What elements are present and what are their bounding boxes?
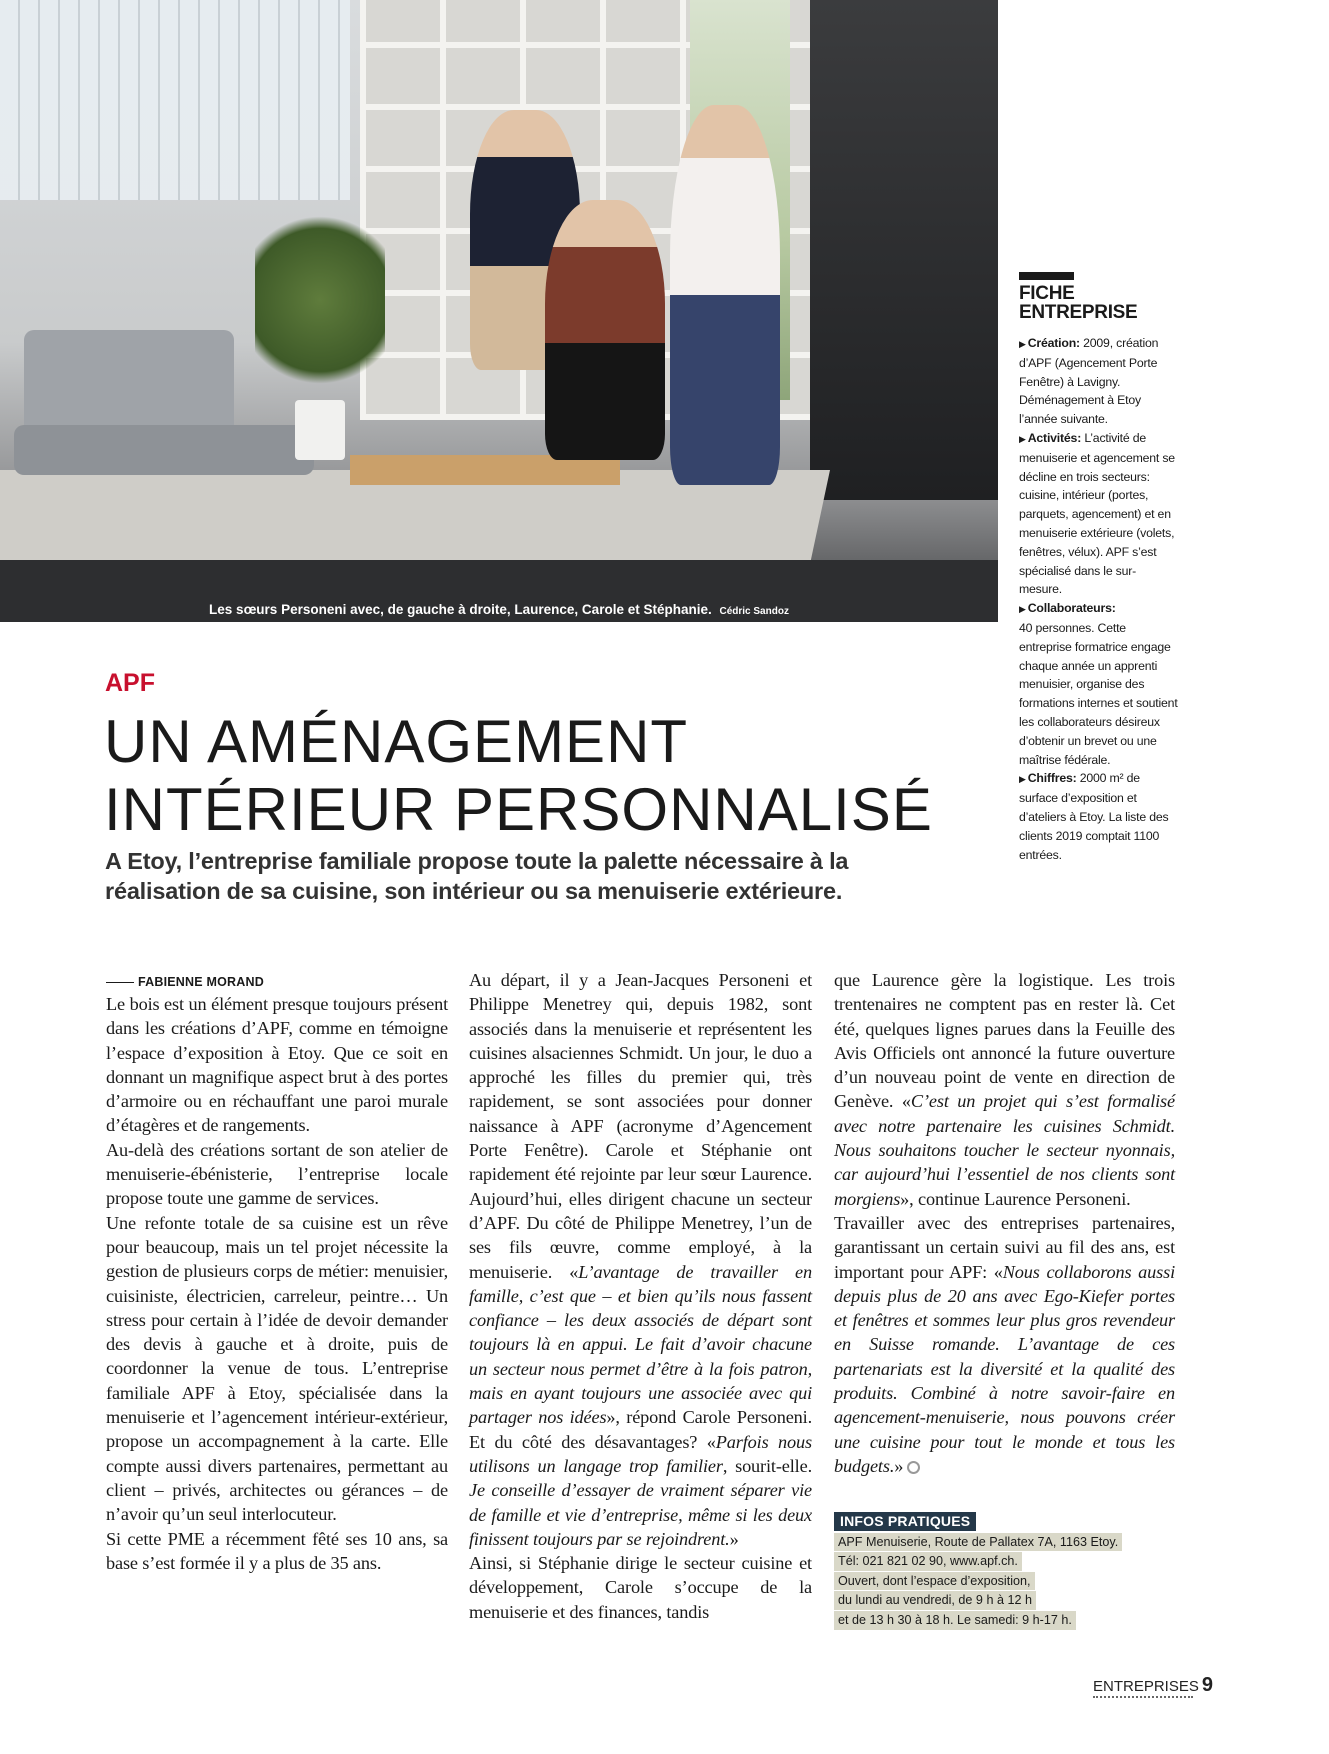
text-run: Au départ, il y a Jean-Jacques Personeni et Philippe Menetrey qui, depuis 1982, sont associés dans la menuiserie et représentent les cuisines alsaciennes Schmidt. Un jour, le duo a approché les filles du premier qui, très rapidement, se sont associées pour donner naissance à APF (acronyme d’Agencement Porte Fenêtre). Carole et Stéphanie ont rapidement été rejointe par leur sœur Laurence. Aujourd’hui, elles dirigent chacune un secteur d’APF. Du côté de Philippe Menetrey, l’un de ses fils œuvre, comme employé, à la menuiserie. «: [469, 970, 812, 1282]
text-run: Travailler avec des entreprises partenaires, garantissant un certain suivi au fil des ans, est important pour APF: «: [834, 1212, 1175, 1282]
window-wall: [0, 0, 350, 200]
quote: Parfois nous utilisons un langage trop familier: [469, 1431, 812, 1476]
fiche-label: Activités:: [1027, 430, 1082, 445]
text-run: , sourit-elle.: [722, 1455, 812, 1476]
text-run: », continue Laurence Personeni.: [900, 1188, 1131, 1209]
person-stephanie: [670, 105, 780, 485]
byline: [106, 972, 448, 992]
infos-line: du lundi au vendredi, de 9 h à 12 h: [834, 1591, 1036, 1610]
fiche-title: FICHE ENTREPRISE: [1019, 283, 1138, 323]
paragraph: Le bois est un élément presque toujours présent dans les créations d’APF, comme en témoigne l’espace d’exposition à Etoy. Que ce soit en donnant un magnifique aspect brut à des portes d’armoire ou en réchauffant une paroi murale d’étagères et de rangements.: [106, 994, 448, 1136]
end-mark-icon: [907, 1461, 920, 1474]
fiche-text: 2000 m² de surface d’exposition et d’ateliers à Etoy. La liste des clients 2019 comptait 1100 entrées.: [1019, 771, 1169, 862]
paragraph: Ainsi, si Stéphanie dirige le secteur cuisine et développement, Carole s’occupe de la menuiserie et des finances, tandis: [469, 1553, 812, 1622]
headline-line2: INTÉRIEUR PERSONNALISÉ: [104, 776, 933, 843]
caption-text: Les sœurs Personeni avec, de gauche à droite, Laurence, Carole et Stéphanie.: [209, 602, 712, 617]
plant: [255, 200, 385, 460]
page-number: 9: [1201, 1674, 1213, 1696]
fiche-label: Collaborateurs:: [1027, 601, 1116, 616]
paragraph: [834, 1211, 1175, 1478]
photo-credit: Cédric Sandoz: [719, 606, 789, 617]
infos-line: Ouvert, dont l’espace d’exposition,: [834, 1572, 1035, 1591]
paragraph: [469, 968, 812, 1551]
background-room: [810, 0, 998, 500]
column-1: [106, 972, 448, 1575]
headline: [104, 708, 984, 844]
triangle-icon: ▶: [1019, 339, 1026, 349]
headline-line1: UN AMÉNAGEMENT: [104, 708, 689, 775]
photo-caption: [0, 598, 998, 622]
author-name: FABIENNE MORAND: [138, 975, 264, 989]
paragraph: Une refonte totale de sa cuisine est un rêve pour beaucoup, mais un tel projet nécessite la gestion de plusieurs corps de métier: menuisier, cuisiniste, électricien, carreleur, peintre… Un stress pour certain à l’idée de devoir demander des devis à gauche et à droite, puis de coordonner la venue de tous. L’entreprise familiale APF à Etoy, spécialisée dans la menuiserie et l’agencement intérieur-extérieur, propose un accompagnement à la carte. Elle compte aussi divers partenaires, permettant au client – privés, architectes ou gérances – de n’avoir qu’un seul interlocuteur.: [106, 1212, 448, 1525]
fiche-body: [1019, 334, 1179, 864]
fiche-text: L’activité de menuiserie et agencement se décline en trois secteurs: cuisine, intérieur (portes, parquets, agencement) et en menuiserie extérieure (volets, fenêtres, vélux). APF s’est spécialisé dans le sur-mesure.: [1019, 430, 1175, 597]
quote: L’avantage de travailler en famille, c’est que – et bien qu’ils nous fassent confiance – les deux associés de départ sont toujours là en appui. Le fait d’avoir chacune un secteur nous permet d’être à la fois patron, mais en ayant toujours une associée avec qui partager nos idées: [469, 1261, 812, 1428]
paragraph: Au-delà des créations sortant de son atelier de menuiserie-ébénisterie, l’entreprise locale propose toute une gamme de services.: [106, 1139, 448, 1209]
footer-dots: [1093, 1696, 1193, 1698]
quote: C’est un projet qui s’est formalisé avec notre partenaire les cuisines Schmidt. Nous souhaitons toucher le secteur nyonnais, car aujourd’hui l’essentiel de nos clients sont morgiens: [834, 1091, 1175, 1209]
lead-paragraph: A Etoy, l’entreprise familiale propose toute la palette nécessaire à la réalisation de sa cuisine, son intérieur ou sa menuiserie extérieure.: [105, 848, 849, 904]
kicker: APF: [105, 669, 155, 697]
text-run: », répond Carole Personeni. Et du côté des désavantages? «: [469, 1407, 812, 1452]
fiche-text: 40 personnes. Cette entreprise formatrice engage chaque année un apprenti menuisier, organise des formations internes et soutient les collaborateurs désireux d’obtenir un brevet ou une maîtrise fédérale.: [1019, 620, 1178, 767]
hero-photo: [0, 0, 998, 622]
person-carole: [545, 200, 665, 460]
column-2: [469, 968, 812, 1624]
text-run: que Laurence gère la logistique. Les trois trentenaires ne comptent pas en rester là. Cet été, quelques lignes parues dans la Feuille des Avis Officiels ont annoncé la future ouverture d’un nouveau point de vente en direction de Genève. «: [834, 970, 1175, 1112]
quote: Nous collaborons aussi depuis plus de 20 ans avec Ego-Kiefer portes et fenêtres et sommes leur plus gros revendeur en Suisse romande. L’avantage de ces partenariats est la diversité et la qualité des produits. Combiné à notre savoir-faire en agencement-menuiserie, nous pouvons créer une cuisine pour tout le monde et tous les budgets.: [834, 1261, 1175, 1476]
fiche-entreprise: [1019, 272, 1179, 864]
infos-title: INFOS PRATIQUES: [834, 1512, 976, 1531]
infos-line: Tél: 021 821 02 90, www.apf.ch.: [834, 1552, 1022, 1571]
infos-line: et de 13 h 30 à 18 h. Le samedi: 9 h-17 h.: [834, 1611, 1076, 1630]
text-run: »: [894, 1455, 904, 1476]
page-footer: [1093, 1674, 1213, 1697]
fiche-label: Création:: [1027, 336, 1080, 350]
triangle-icon: ▶: [1019, 604, 1026, 615]
fiche-bar: [1019, 272, 1074, 280]
triangle-icon: ▶: [1019, 774, 1026, 785]
infos-pratiques: [834, 1512, 1134, 1630]
column-3: [834, 968, 1175, 1478]
text-run: »: [729, 1528, 739, 1549]
section-name: ENTREPRISES: [1093, 1678, 1199, 1695]
byline-rule: [106, 982, 134, 983]
fiche-label: Chiffres:: [1027, 771, 1077, 786]
infos-line: APF Menuiserie, Route de Pallatex 7A, 1163 Etoy.: [834, 1533, 1122, 1552]
paragraph: Si cette PME a récemment fêté ses 10 ans, sa base s’est formée il y a plus de 35 ans.: [106, 1528, 448, 1573]
triangle-icon: ▶: [1019, 433, 1026, 444]
paragraph: [834, 968, 1175, 1211]
fiche-text: 2009, création d’APF (Agencement Porte Fenêtre) à Lavigny. Déménagement à Etoy l’année suivante.: [1019, 336, 1159, 427]
quote: Je conseille d’essayer de vraiment séparer vie de famille et vie d’entreprise, même si les deux finissent toujours par se rejoindrent.: [469, 1480, 812, 1549]
